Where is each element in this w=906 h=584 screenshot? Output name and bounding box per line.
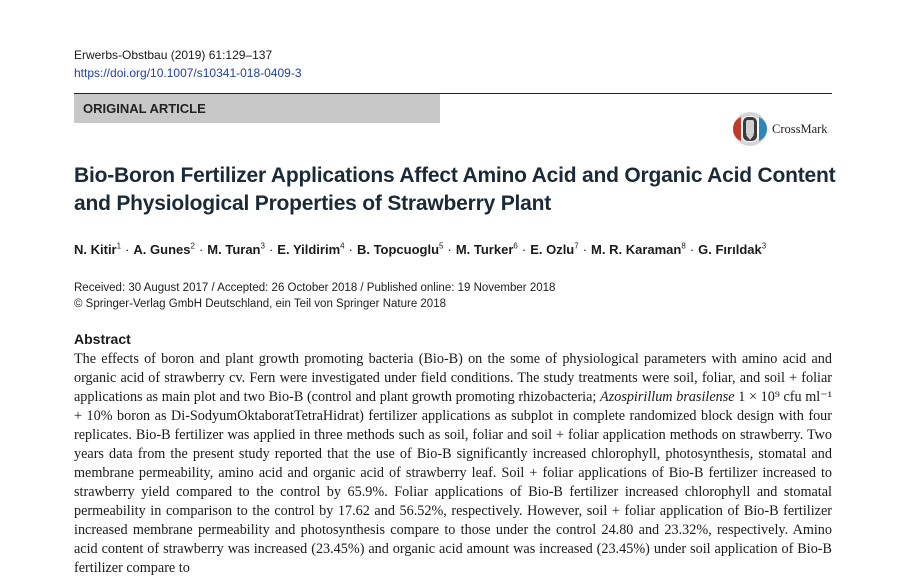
author[interactable]: G. Fırıldak$^3$ bbox=[698, 242, 767, 258]
article-type-banner: ORIGINAL ARTICLE bbox=[74, 94, 440, 123]
author-list: N. Kitir$^1$ · A. Gunes$^2$ · M. Turan$^3$ · E. Yildirim$^4$ · B. Topcuoglu$^5$ · M. Turker$^6$ · E. Ozlu$^7$ · M. R. Karaman$^8$ · G. Fırıldak$^3$ bbox=[74, 242, 767, 258]
author[interactable]: E. Yildirim$^4$ bbox=[277, 242, 345, 258]
crossmark-icon bbox=[732, 111, 768, 147]
date-history: Received: 30 August 2017 / Accepted: 26 October 2018 / Published online: 19 November 2018 bbox=[74, 282, 556, 294]
species-name: Azospirillum brasilense bbox=[600, 389, 735, 405]
journal-citation: Erwerbs-Obstbau (2019) 61:129–137 bbox=[74, 48, 273, 62]
journal-header bbox=[74, 46, 302, 82]
author[interactable]: N. Kitir$^1$ bbox=[74, 242, 122, 258]
copyright-line: © Springer-Verlag GmbH Deutschland, ein Teil von Springer Nature 2018 bbox=[74, 298, 446, 310]
crossmark-button[interactable] bbox=[732, 111, 828, 147]
author[interactable]: B. Topcuoglu$^5$ bbox=[356, 242, 444, 258]
author[interactable]: E. Ozlu$^7$ bbox=[530, 242, 579, 258]
author[interactable]: M. Turan$^3$ bbox=[207, 242, 265, 258]
abstract-body: The effects of boron and plant growth promoting bacteria (Bio-B) on the some of physiological parameters with amino acid and organic acid of strawberry cv. Fern were investigated under field conditions. The study treatments were soil, foliar, and soil + foliar applications as main plot and two Bio-B (control and plant growth promoting rhizobacteria; Azospirillum brasilense 1 × 10⁹ cfu ml⁻¹ + 10% boron as Di-SodyumOktaboratTetraHidrat) fertilizer applications as subplot in complete randomized block design with four replicates. Bio-B fertilizer was applied in three methods such as soil, foliar and soil + foliar application methods on strawberry. Two years data from the present study reported that the use of Bio-B significantly increased chlorophyll, photosynthesis, stomatal and membrane permeability, amino acid and organic acid of strawberry leaf. Soil + foliar applications of Bio-B fertilizer increased to strawberry yield compared to the control by 65.9%. Foliar applications of Bio-B fertilizer increased chlorophyll and stomatal permeability in comparison to the control by 17.62 and 56.52%, respectively. However, soil + foliar application of Bio-B fertilizer increased membrane permeability and photosynthesis compare to those under the control 24.80 and 23.32%, respectively. Amino acid content of strawberry was increased (23.45%) and organic acid amount was increased (23.45%) under soil application of Bio-B fertilizer compare to bbox=[74, 351, 832, 576]
abstract-heading: Abstract bbox=[74, 331, 131, 347]
author[interactable]: A. Gunes$^2$ bbox=[133, 242, 195, 258]
doi-link[interactable]: https://doi.org/10.1007/s10341-018-0409-3 bbox=[74, 66, 302, 80]
author[interactable]: M. Turker$^6$ bbox=[455, 242, 518, 258]
author[interactable]: M. R. Karaman$^8$ bbox=[591, 242, 686, 258]
article-title: Bio-Boron Fertilizer Applications Affect Amino Acid and Organic Acid Content and Physiological Properties of Strawberry Plant bbox=[74, 164, 836, 215]
publication-dates bbox=[74, 280, 555, 312]
crossmark-label: CrossMark bbox=[772, 121, 828, 136]
